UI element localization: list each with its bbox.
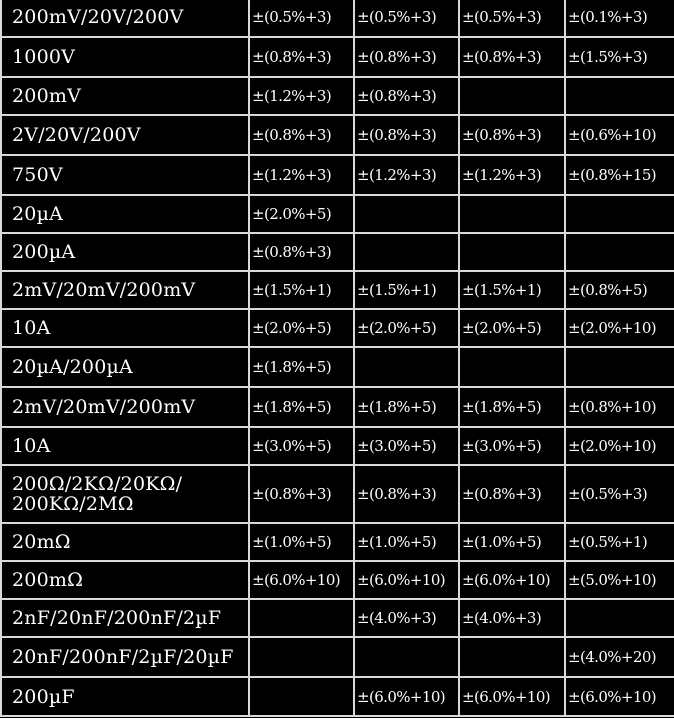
- accuracy-cell: ±(4.0%+3): [459, 599, 565, 637]
- accuracy-cell: ±(2.0%+10): [565, 309, 674, 347]
- table-row: [1, 561, 674, 599]
- specification-table-body: [1, 0, 674, 716]
- accuracy-cell: ±(1.2%+3): [249, 155, 354, 195]
- range-cell: 200µF: [1, 677, 249, 716]
- range-cell: 200mV/20V/200V: [1, 0, 249, 37]
- range-cell: 20mΩ: [1, 523, 249, 561]
- table-row: [1, 195, 674, 233]
- accuracy-cell: ±(6.0%+10): [459, 561, 565, 599]
- accuracy-cell: ±(6.0%+10): [249, 561, 354, 599]
- range-cell: 200mV: [1, 77, 249, 115]
- accuracy-cell: ±(1.0%+5): [354, 523, 459, 561]
- accuracy-cell: ±(0.6%+10): [565, 115, 674, 155]
- accuracy-cell: ±(1.0%+5): [249, 523, 354, 561]
- accuracy-cell: ±(2.0%+5): [354, 309, 459, 347]
- accuracy-cell: [459, 347, 565, 387]
- range-cell: 1000V: [1, 37, 249, 77]
- table-row: [1, 271, 674, 309]
- accuracy-cell: ±(1.2%+3): [249, 77, 354, 115]
- table-row: [1, 599, 674, 637]
- accuracy-cell: ±(1.5%+1): [459, 271, 565, 309]
- accuracy-cell: ±(0.8%+3): [459, 465, 565, 523]
- range-cell: 20µA: [1, 195, 249, 233]
- accuracy-cell: ±(1.0%+5): [459, 523, 565, 561]
- table-row: [1, 465, 674, 523]
- range-cell: 200Ω/2KΩ/20KΩ/ 200KΩ/2MΩ: [1, 465, 249, 523]
- range-cell: 200µA: [1, 233, 249, 271]
- table-row: [1, 677, 674, 716]
- table-row: [1, 155, 674, 195]
- accuracy-cell: ±(1.5%+1): [354, 271, 459, 309]
- table-row: [1, 233, 674, 271]
- table-row: [1, 309, 674, 347]
- accuracy-cell: [354, 233, 459, 271]
- accuracy-cell: [354, 195, 459, 233]
- accuracy-cell: [565, 233, 674, 271]
- accuracy-cell: ±(5.0%+10): [565, 561, 674, 599]
- accuracy-cell: ±(0.1%+3): [565, 0, 674, 37]
- accuracy-cell: ±(6.0%+10): [354, 561, 459, 599]
- accuracy-cell: ±(1.8%+5): [354, 387, 459, 427]
- table-row: [1, 387, 674, 427]
- accuracy-cell: [354, 637, 459, 677]
- range-cell: 10A: [1, 427, 249, 465]
- accuracy-cell: ±(2.0%+5): [249, 195, 354, 233]
- accuracy-cell: ±(0.8%+3): [459, 37, 565, 77]
- range-cell: 2mV/20mV/200mV: [1, 387, 249, 427]
- accuracy-cell: [354, 347, 459, 387]
- accuracy-cell: [565, 195, 674, 233]
- accuracy-cell: ±(3.0%+5): [354, 427, 459, 465]
- range-cell: 20nF/200nF/2µF/20µF: [1, 637, 249, 677]
- accuracy-cell: ±(1.2%+3): [354, 155, 459, 195]
- accuracy-cell: [249, 677, 354, 716]
- accuracy-cell: ±(6.0%+10): [354, 677, 459, 716]
- accuracy-cell: [459, 195, 565, 233]
- accuracy-cell: ±(0.8%+3): [354, 465, 459, 523]
- accuracy-cell: [249, 599, 354, 637]
- accuracy-cell: ±(0.5%+1): [565, 523, 674, 561]
- accuracy-cell: ±(0.8%+3): [354, 37, 459, 77]
- accuracy-cell: ±(2.0%+5): [249, 309, 354, 347]
- range-cell: 750V: [1, 155, 249, 195]
- table-row: [1, 77, 674, 115]
- table-row: [1, 427, 674, 465]
- accuracy-cell: ±(0.8%+5): [565, 271, 674, 309]
- range-cell: 20µA/200µA: [1, 347, 249, 387]
- accuracy-cell: ±(0.8%+3): [354, 77, 459, 115]
- accuracy-cell: [565, 77, 674, 115]
- table-row: [1, 37, 674, 77]
- range-cell: 2mV/20mV/200mV: [1, 271, 249, 309]
- accuracy-cell: [565, 599, 674, 637]
- table-row: [1, 115, 674, 155]
- table-row: [1, 0, 674, 37]
- accuracy-cell: ±(1.8%+5): [249, 347, 354, 387]
- accuracy-cell: ±(4.0%+20): [565, 637, 674, 677]
- accuracy-cell: ±(2.0%+5): [459, 309, 565, 347]
- table-row: [1, 523, 674, 561]
- accuracy-cell: ±(0.8%+3): [354, 115, 459, 155]
- accuracy-cell: ±(1.5%+3): [565, 37, 674, 77]
- range-cell: 200mΩ: [1, 561, 249, 599]
- accuracy-cell: ±(1.5%+1): [249, 271, 354, 309]
- accuracy-cell: ±(6.0%+10): [459, 677, 565, 716]
- range-cell: 10A: [1, 309, 249, 347]
- range-cell: 2nF/20nF/200nF/2µF: [1, 599, 249, 637]
- accuracy-cell: ±(1.8%+5): [249, 387, 354, 427]
- accuracy-cell: ±(0.8%+3): [249, 233, 354, 271]
- accuracy-cell: ±(6.0%+10): [565, 677, 674, 716]
- accuracy-cell: ±(3.0%+5): [459, 427, 565, 465]
- accuracy-cell: ±(0.8%+3): [249, 465, 354, 523]
- accuracy-cell: ±(0.5%+3): [249, 0, 354, 37]
- range-cell: 2V/20V/200V: [1, 115, 249, 155]
- accuracy-cell: ±(0.8%+3): [249, 115, 354, 155]
- accuracy-cell: [459, 637, 565, 677]
- accuracy-cell: ±(0.8%+3): [459, 115, 565, 155]
- accuracy-cell: ±(0.8%+15): [565, 155, 674, 195]
- accuracy-cell: ±(3.0%+5): [249, 427, 354, 465]
- accuracy-cell: [459, 77, 565, 115]
- accuracy-cell: ±(1.8%+5): [459, 387, 565, 427]
- accuracy-cell: [565, 347, 674, 387]
- accuracy-cell: ±(1.2%+3): [459, 155, 565, 195]
- table-row: [1, 347, 674, 387]
- accuracy-cell: ±(4.0%+3): [354, 599, 459, 637]
- accuracy-cell: ±(0.5%+3): [459, 0, 565, 37]
- accuracy-cell: ±(0.8%+10): [565, 387, 674, 427]
- table-row: [1, 637, 674, 677]
- accuracy-cell: ±(0.5%+3): [354, 0, 459, 37]
- accuracy-cell: ±(0.8%+3): [249, 37, 354, 77]
- accuracy-cell: ±(0.5%+3): [565, 465, 674, 523]
- accuracy-cell: [459, 233, 565, 271]
- accuracy-cell: [249, 637, 354, 677]
- accuracy-cell: ±(2.0%+10): [565, 427, 674, 465]
